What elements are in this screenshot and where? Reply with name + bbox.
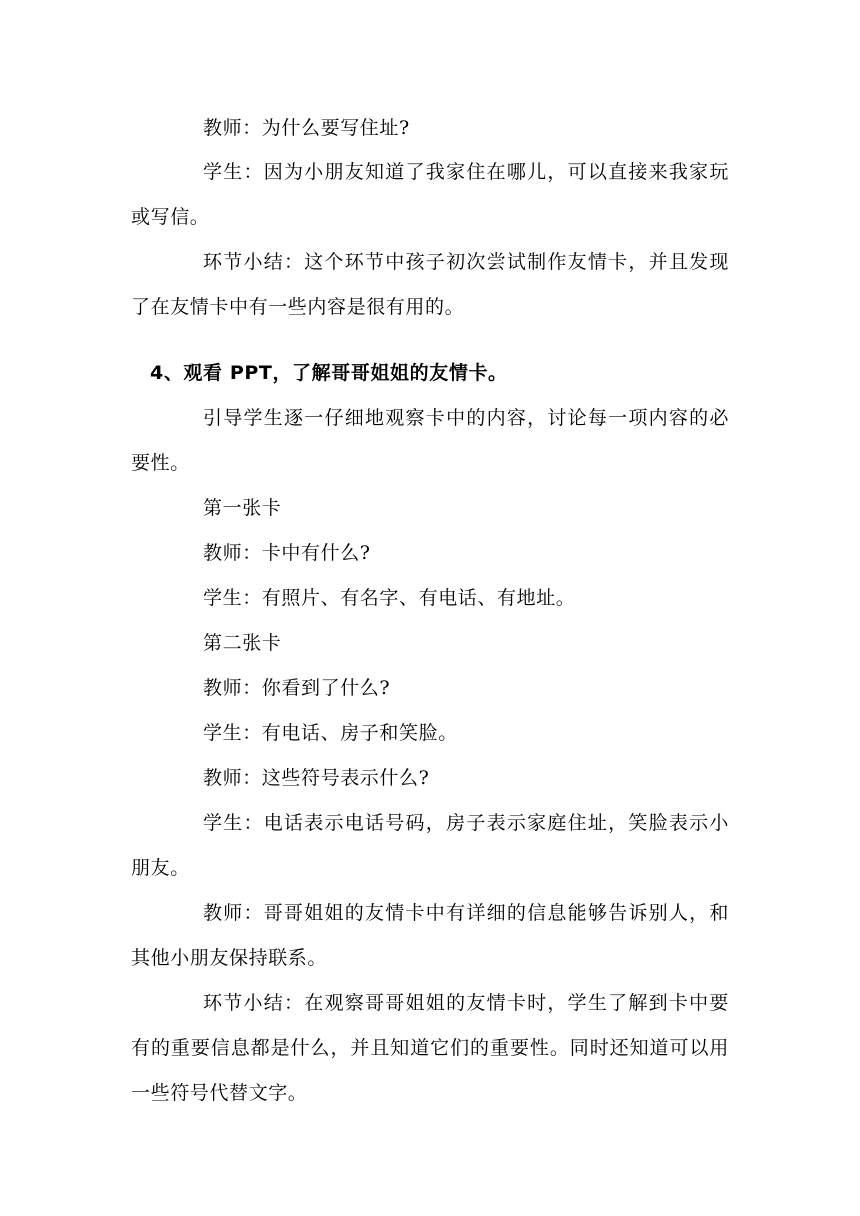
paragraph-student-symbols-line2: 朋友。 — [131, 857, 190, 879]
paragraph-student-card-contents: 学生：有照片、有名字、有电话、有地址。 — [203, 587, 576, 609]
paragraph-teacher-summary-line2: 其他小朋友保持联系。 — [131, 947, 328, 969]
paragraph-first-card: 第一张卡 — [203, 497, 282, 519]
paragraph-teacher-symbols: 教师：这些符号表示什么? — [203, 767, 430, 789]
paragraph-student-what-seen: 学生：有电话、房子和笑脸。 — [203, 722, 458, 744]
paragraph-teacher-question-address: 教师：为什么要写住址? — [203, 117, 410, 139]
paragraph-teacher-summary-line1: 教师：哥哥姐姐的友情卡中有详细的信息能够告诉别人，和 — [203, 902, 729, 924]
paragraph-teacher-what-seen: 教师：你看到了什么? — [203, 677, 391, 699]
paragraph-teacher-card-contents: 教师：卡中有什么? — [203, 542, 371, 564]
paragraph-summary-1-line2: 了在友情卡中有一些内容是很有用的。 — [131, 296, 465, 318]
paragraph-student-answer-address-line2: 或写信。 — [131, 206, 210, 228]
paragraph-student-answer-address-line1: 学生：因为小朋友知道了我家住在哪儿，可以直接来我家玩 — [203, 161, 729, 183]
paragraph-guide-line2: 要性。 — [131, 452, 190, 474]
section-heading: 4、观看 PPT，了解哥哥姐姐的友情卡。 — [150, 362, 508, 384]
paragraph-summary-2-line1: 环节小结：在观察哥哥姐姐的友情卡时，学生了解到卡中要 — [203, 992, 729, 1014]
paragraph-summary-2-line3: 一些符号代替文字。 — [131, 1082, 308, 1104]
paragraph-summary-2-line2: 有的重要信息都是什么，并且知道它们的重要性。同时还知道可以用 — [131, 1037, 729, 1059]
paragraph-student-symbols-line1: 学生：电话表示电话号码，房子表示家庭住址，笑脸表示小 — [203, 812, 729, 834]
paragraph-summary-1-line1: 环节小结：这个环节中孩子初次尝试制作友情卡，并且发现 — [203, 251, 729, 273]
paragraph-second-card: 第二张卡 — [203, 632, 282, 654]
paragraph-guide-line1: 引导学生逐一仔细地观察卡中的内容，讨论每一项内容的必 — [203, 407, 729, 429]
